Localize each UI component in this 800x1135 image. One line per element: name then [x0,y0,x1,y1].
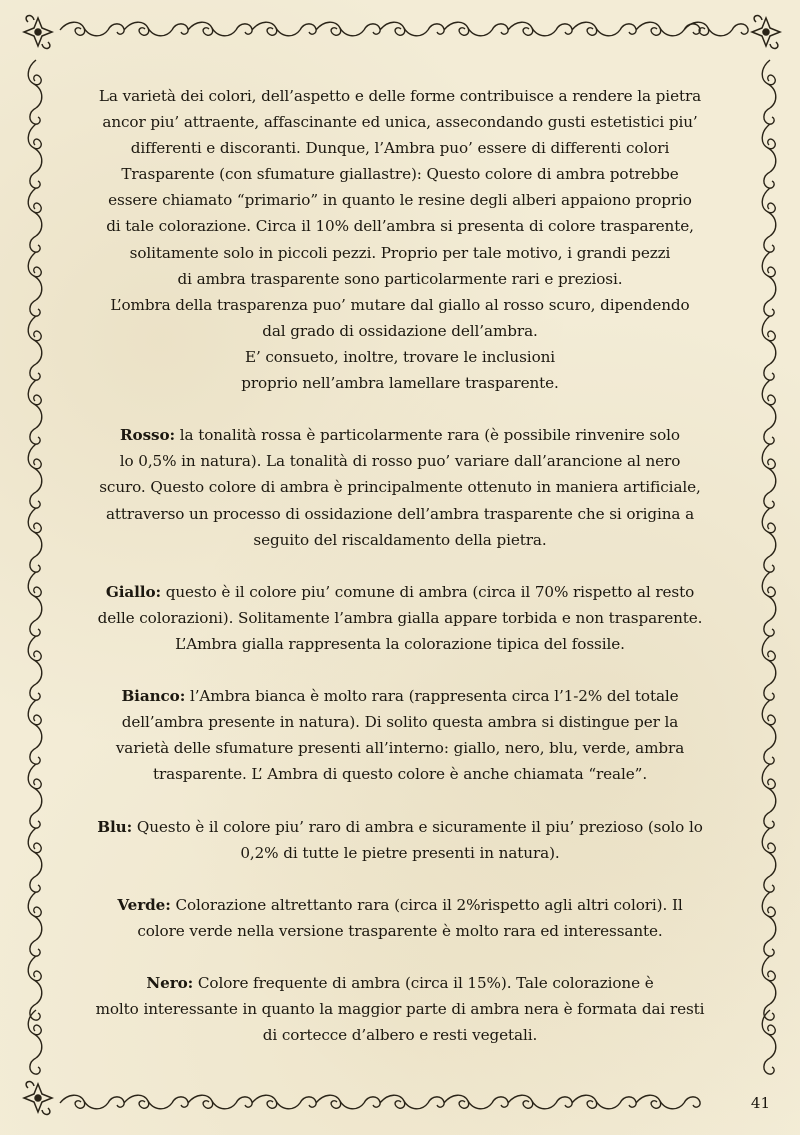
text-line: essere chiamato “primario” in quanto le resine degli alberi appaiono proprio [108,191,692,210]
bianco-paragraph [72,683,728,787]
text-line: differenti e discoranti. Dunque, l’Ambra puo’ essere di differenti colori [130,139,670,158]
term-blu: Blu: [97,817,133,836]
corner-flourish-icon [24,1082,52,1115]
bottom-vine-border [60,1095,700,1109]
text-line: dell’ambra presente in natura). Di solito questa ambra si distingue per la [121,713,679,732]
text-line: colore verde nella versione trasparente è molto rara ed interessante. [137,922,663,940]
text-line: solitamente solo in piccoli pezzi. Proprio per tale motivo, i grandi pezzi [129,243,671,262]
text-line: proprio nell’ambra lamellare trasparente. [241,374,559,393]
text-line [72,579,728,605]
text-line: ancor piu’ attraente, affascinante ed unica, assecondando gusti estetistici piu’ [102,113,698,132]
text-line [72,683,728,709]
text-line: varietà delle sfumature presenti all’interno: giallo, nero, blu, verde, ambra [115,739,685,758]
body-text [72,83,728,1048]
text-line: seguito del riscaldamento della pietra. [253,530,547,549]
top-vine-border [60,22,748,36]
text-line: delle colorazioni). Solitamente l’ambra gialla appare torbida e non trasparente. [97,608,703,627]
corner-flourish-icon [752,16,780,49]
term-bianco: Bianco: [121,687,186,706]
text-line: di tale colorazione. Circa il 10% dell’ambra si presenta di colore trasparente, [106,217,694,236]
text-run: la tonalità rossa è particolarmente rara (è possibile rinvenire solo [175,426,680,445]
text-line: di cortecce d’albero e resti vegetali. [262,1026,538,1045]
left-vine-border [28,60,42,1074]
text-line [72,892,728,918]
text-line: 0,2% di tutte le pietre presenti in natura). [240,843,560,862]
text-line: trasparente. L’ Ambra di questo colore è anche chiamata “reale”. [152,765,648,784]
text-line: dal grado di ossidazione dell’ambra. [262,321,538,340]
term-nero: Nero: [146,974,194,993]
text-line: L’Ambra gialla rappresenta la colorazione tipica del fossile. [175,634,625,653]
text-line: La varietà dei colori, dell’aspetto e delle forme contribuisce a rendere la pietra [98,87,702,105]
term-rosso: Rosso: [120,426,176,445]
text-line: scuro. Questo colore di ambra è principalmente ottenuto in maniera artificiale, [99,478,701,497]
text-run: Questo è il colore piu’ raro di ambra e sicuramente il piu’ prezioso (solo lo [132,817,703,836]
text-line: lo 0,5% in natura). La tonalità di rosso puo’ variare dall’arancione al nero [119,452,681,471]
corner-flourish-icon [24,16,52,49]
text-line [72,970,728,996]
nero-paragraph [72,970,728,1048]
right-vine-border [762,60,776,1074]
intro-paragraph [72,83,728,396]
page-number: 41 [750,1094,770,1112]
giallo-paragraph [72,579,728,657]
text-line [72,814,728,840]
text-run: l’Ambra bianca è molto rara (rappresenta circa l’1-2% del totale [185,687,679,706]
text-run: Colore frequente di ambra (circa il 15%). Tale colorazione è [193,974,654,993]
text-line [72,422,728,448]
term-giallo: Giallo: [105,582,161,601]
text-run: questo è il colore piu’ comune di ambra (circa il 70% rispetto al resto [161,582,695,601]
text-line: Trasparente (con sfumature giallastre): Questo colore di ambra potrebbe [121,165,679,184]
verde-paragraph [72,892,728,944]
blu-paragraph [72,814,728,866]
rosso-paragraph [72,422,728,552]
text-line: molto interessante in quanto la maggior parte di ambra nera è formata dai resti [95,1000,705,1019]
term-verde: Verde: [117,895,171,914]
text-line: attraverso un processo di ossidazione dell’ambra trasparente che si origina a [105,504,695,523]
text-line: L’ombra della trasparenza puo’ mutare dal giallo al rosso scuro, dipendendo [110,295,690,314]
text-line: di ambra trasparente sono particolarmente rari e preziosi. [177,269,623,288]
text-run: Colorazione altrettanto rara (circa il 2%rispetto agli altri colori). Il [170,895,683,914]
text-line: E’ consueto, inoltre, trovare le inclusioni [244,347,556,366]
